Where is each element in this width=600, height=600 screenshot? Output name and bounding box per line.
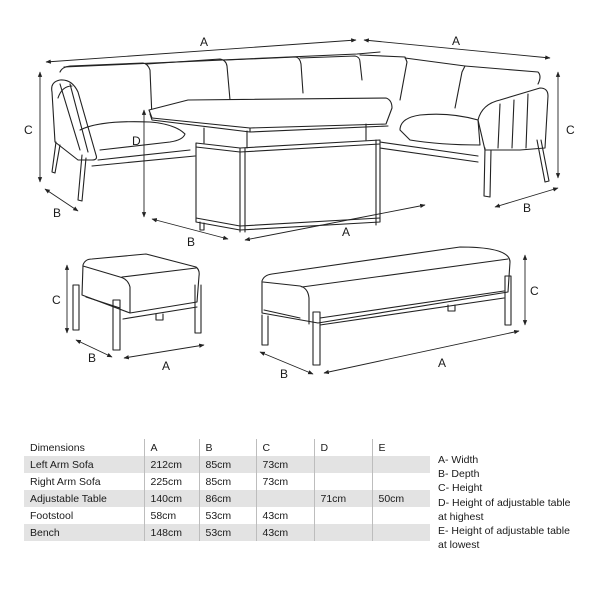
footstool-depth-label: B — [88, 351, 97, 365]
table-height-label: D — [132, 134, 141, 148]
cell-b: 85cm — [199, 473, 256, 490]
cell-a: 148cm — [144, 524, 199, 541]
row-name: Footstool — [30, 509, 74, 522]
dimension-legend — [438, 453, 598, 552]
header-dimensions: Dimensions — [24, 439, 144, 456]
adjustable-table-drawing — [149, 98, 392, 232]
dimensions-table — [24, 439, 430, 541]
row-name: Adjustable Table — [24, 490, 144, 507]
cell-a: 58cm — [144, 507, 199, 524]
legend-depth: B- Depth — [438, 468, 480, 481]
bench-width-label: A — [438, 356, 447, 370]
table-row — [24, 473, 430, 490]
sofa-left-depth-label: B — [53, 206, 62, 220]
bench-drawing — [262, 247, 511, 365]
legend-table-lowest-cont: at lowest — [438, 539, 480, 552]
legend-table-lowest: E- Height of adjustable table — [438, 525, 570, 538]
cell-c: 73cm — [256, 473, 314, 490]
legend-width: A- Width — [438, 454, 479, 466]
row-name: Left Arm Sofa — [24, 456, 144, 473]
sofa-left-width-label: A — [200, 35, 209, 49]
legend-table-highest: D- Height of adjustable table — [438, 496, 571, 509]
cell-c: 73cm — [256, 456, 314, 473]
cell-d — [314, 507, 372, 524]
cell-a: 225cm — [144, 473, 199, 490]
legend-table-highest-cont: at highest — [438, 510, 484, 523]
table-depth-label: B — [187, 235, 196, 249]
cell-c: 43cm — [256, 507, 314, 524]
cell-e — [372, 507, 430, 524]
header-d: D — [314, 439, 372, 456]
cell-a: 140cm — [144, 490, 199, 507]
sofa-left-height-label: C — [24, 123, 33, 137]
footstool-width-label: A — [162, 359, 171, 373]
cell-b: 85cm — [199, 456, 256, 473]
cell-d — [314, 456, 372, 473]
header-b: B — [199, 439, 256, 456]
legend-height: C- Height — [438, 482, 483, 495]
cell-e — [372, 456, 430, 473]
header-e: E — [372, 439, 430, 456]
cell-d — [314, 524, 372, 541]
cell-b: 53cm — [199, 507, 256, 524]
footstool-drawing — [73, 254, 201, 350]
cell-c — [256, 490, 314, 507]
sofa-right-width-label: A — [452, 34, 461, 48]
header-a: A — [144, 439, 199, 456]
cell-e — [372, 524, 430, 541]
table-row — [24, 524, 430, 541]
footstool-height-label: C — [52, 293, 61, 307]
table-header-row — [24, 439, 430, 456]
cell-e — [372, 473, 430, 490]
sofa-right-depth-label: B — [523, 201, 532, 215]
row-name: Right Arm Sofa — [30, 475, 101, 488]
table-row — [24, 490, 430, 507]
header-c: C — [256, 439, 314, 456]
bench-depth-label: B — [280, 367, 289, 381]
cell-b: 86cm — [199, 490, 256, 507]
table-width-label: A — [342, 225, 351, 239]
cell-a: 212cm — [144, 456, 199, 473]
bench-height-label: C — [530, 284, 539, 298]
cell-e: 50cm — [372, 490, 430, 507]
cell-c: 43cm — [256, 524, 314, 541]
table-row — [24, 507, 430, 524]
cell-d: 71cm — [314, 490, 372, 507]
cell-d — [314, 473, 372, 490]
sofa-right-height-label: C — [566, 123, 575, 137]
table-row — [24, 456, 430, 473]
row-name: Bench — [24, 524, 144, 541]
cell-b: 53cm — [199, 524, 256, 541]
